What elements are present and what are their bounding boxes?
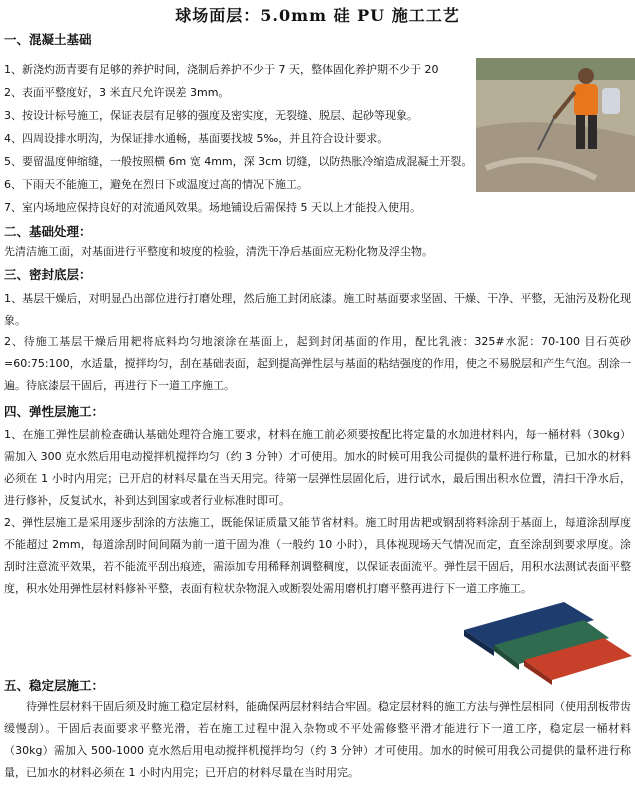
- paragraph: 1、基层干燥后，对明显凸出部位进行打磨处理，然后施工封闭底漆。施工时基面要求坚固、干燥、干净、平整，无油污及粉化现象。: [4, 292, 631, 327]
- list-item: 5、要留温度伸缩缝，一般按照横 6m 宽 4mm，深 3cm 切缝，以防热胀冷缩造成混凝土开裂。: [4, 155, 473, 168]
- paragraph: 待弹性层材料干固后须及时施工稳定层材料，能确保两层材料结合牢固。稳定层材料的施工方法与弹性层相同（使用刮板带齿缓慢刮）。干固后表面要求平整光滑，若在施工过程中混入杂物或不平处需修整平滑才能进行下一道工序，稳定层一桶材料（30kg）需加入 500-1000 克水然后用电动搅拌机搅拌均匀（约 3 分钟）才可使用。加水的时候可用我公司提供的量杯进行称量，已加水的材料必须在 1 小时内用完；已开启的材料尽量在当时用完。: [4, 700, 631, 779]
- list-item: 1、新浇灼沥青要有足够的养护时间，浇制后养护不少于 7 天，整体固化养护期不少于 20: [4, 63, 439, 76]
- list-item: 6、下雨天不能施工，避免在烈日下或温度过高的情况下施工。: [4, 178, 308, 191]
- list-item: 7、室内场地应保持良好的对流通风效果。场地铺设后需保持 5 天以上才能投入使用。: [4, 201, 421, 214]
- paragraph: 2、待施工基层干燥后用耙将底料均匀地滚涂在基面上，起到封闭基面的作用，配比乳液：325#水泥：70-100 目石英砂=60:75:100，水适量，搅拌均匀，刮在基础表面，起到提高弹性层与基面的粘结强度的作用，使之不易脱层和产生气泡。刮涂一遍。待底漆层干固后，再进行下一道工序施工。: [4, 335, 631, 392]
- section-heading-sealing: 三、密封底层：: [4, 267, 92, 282]
- list-item: 2、表面平整度好，3 米直尺允许误差 3mm。: [4, 86, 230, 99]
- color-samples-image: [444, 590, 634, 685]
- section-heading-concrete: 一、混凝土基础: [4, 32, 92, 47]
- list-item: 4、四周设排水明沟，为保证排水通畅，基面要找坡 5‰，并且符合设计要求。: [4, 132, 389, 145]
- page-title: 球场面层：5.0mm 硅 PU 施工工艺: [175, 6, 460, 25]
- worker-spraying-photo: [476, 58, 635, 192]
- section-heading-stable-layer: 五、稳定层施工：: [4, 678, 105, 693]
- section-heading-base-treatment: 二、基础处理：: [4, 224, 92, 239]
- paragraph: 先清洁施工面，对基面进行平整度和坡度的检验，清洗干净后基面应无粉化物及浮尘物。: [4, 245, 433, 258]
- paragraph: 2、弹性层施工是采用逐步刮涂的方法施工，既能保证质量又能节省材料。施工时用齿耙或钢刮将料涂刮于基面上，每道涂刮厚度不能超过 2mm，每道涂刮时间间隔为前一道干固为准（一般约 10 小时），具体视现场天气情况而定，直至涂刮到要求厚度。涂刮时注意流平效果，若不能流平刮出痕迹，需添加专用稀释剂调整稠度，以保证表面流平。弹性层干固后，用积水法测试表面平整度，积水处用弹性层材料修补平整，表面有粒状杂物混入或断裂处需用磨机打磨平整再进行下一道工序施工。: [4, 516, 631, 595]
- paragraph: 1、在施工弹性层前检查确认基础处理符合施工要求，材料在施工前必须要按配比将定量的水加进材料内，每一桶材料（30kg）需加入 300 克水然后用电动搅拌机搅拌均匀（约 3 分钟）才可使用。加水的时候可用我公司提供的量杯进行称量，已加水的材料必须在 1 小时内用完；已开启的材料尽量在当天用完。待第一层弹性层固化后，进行试水，最后围出积水位置，清扫干净水后，进行修补，反复试水，补到达到国家或者行业标准时即可。: [4, 428, 631, 507]
- list-item: 3、按设计标号施工，保证表层有足够的强度及密实度，无裂缝、脱层、起砂等现象。: [4, 109, 418, 122]
- section-heading-elastic-layer: 四、弹性层施工：: [4, 404, 105, 419]
